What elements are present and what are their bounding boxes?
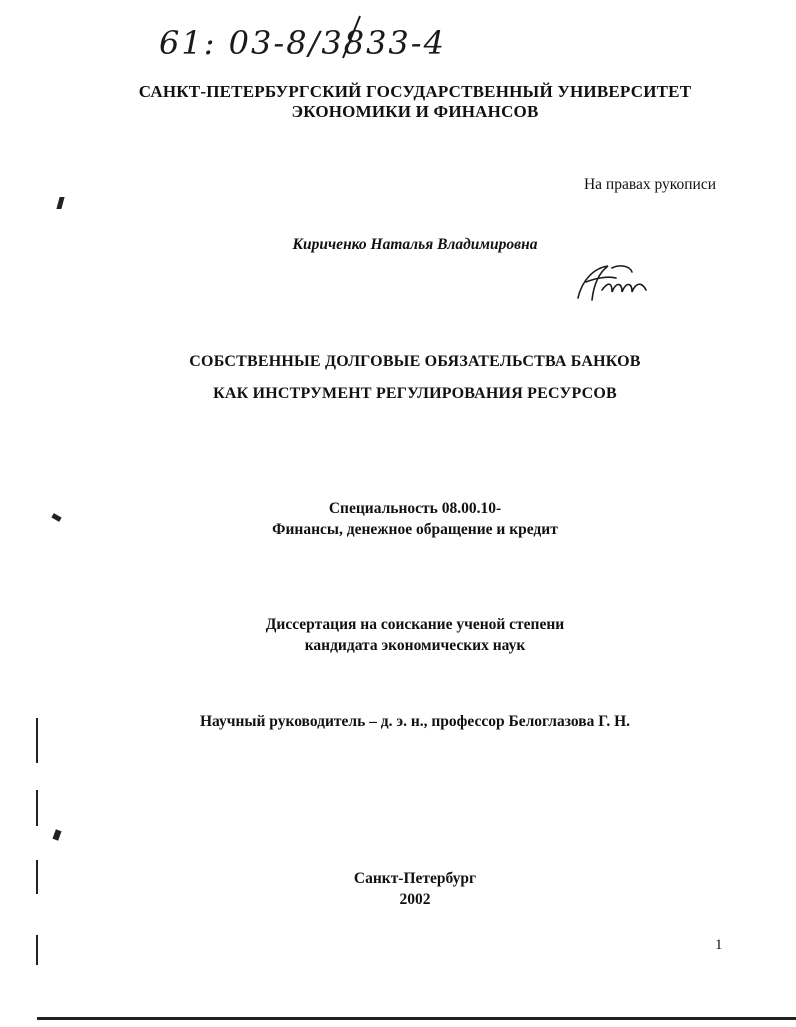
title-line-2: КАК ИНСТРУМЕНТ РЕГУЛИРОВАНИЯ РЕСУРСОВ <box>213 385 617 402</box>
dissertation-degree <box>0 614 796 656</box>
degree-line-1: Диссертация на соискание ученой степени <box>265 616 565 633</box>
page-number: 1 <box>715 937 723 953</box>
dissertation-title <box>0 346 796 410</box>
scan-mark <box>36 718 38 763</box>
manuscript-rights: На правах рукописи <box>583 176 716 193</box>
specialty <box>0 498 796 540</box>
scan-mark <box>36 790 38 826</box>
handwritten-archive-code <box>155 12 495 72</box>
author-name: Кириченко Наталья Владимировна <box>292 236 538 253</box>
scan-mark <box>52 829 61 840</box>
scientific-advisor: Научный руководитель – д. э. н., профессор Белоглазова Г. Н. <box>199 713 631 730</box>
university-line-1: САНКТ-ПЕТЕРБУРГСКИЙ ГОСУДАРСТВЕННЫЙ УНИВЕРСИТЕТ <box>138 82 692 101</box>
year: 2002 <box>399 891 431 908</box>
specialty-line-1: Специальность 08.00.10- <box>328 500 502 517</box>
scan-mark <box>36 860 38 894</box>
specialty-line-2: Финансы, денежное обращение и кредит <box>272 521 558 538</box>
degree-line-2: кандидата экономических наук <box>304 637 526 654</box>
place-and-year <box>0 868 796 910</box>
city: Санкт-Петербург <box>353 870 477 887</box>
scan-mark <box>36 935 38 965</box>
signature <box>572 260 652 306</box>
scan-mark <box>56 197 64 209</box>
title-line-1: СОБСТВЕННЫЕ ДОЛГОВЫЕ ОБЯЗАТЕЛЬСТВА БАНКОВ <box>189 353 641 370</box>
university-name <box>0 82 796 122</box>
scan-edge-line <box>37 1017 796 1020</box>
university-line-2: ЭКОНОМИКИ И ФИНАНСОВ <box>291 102 539 121</box>
archive-code-text: 61: 03-8/3833-4 <box>159 24 446 62</box>
